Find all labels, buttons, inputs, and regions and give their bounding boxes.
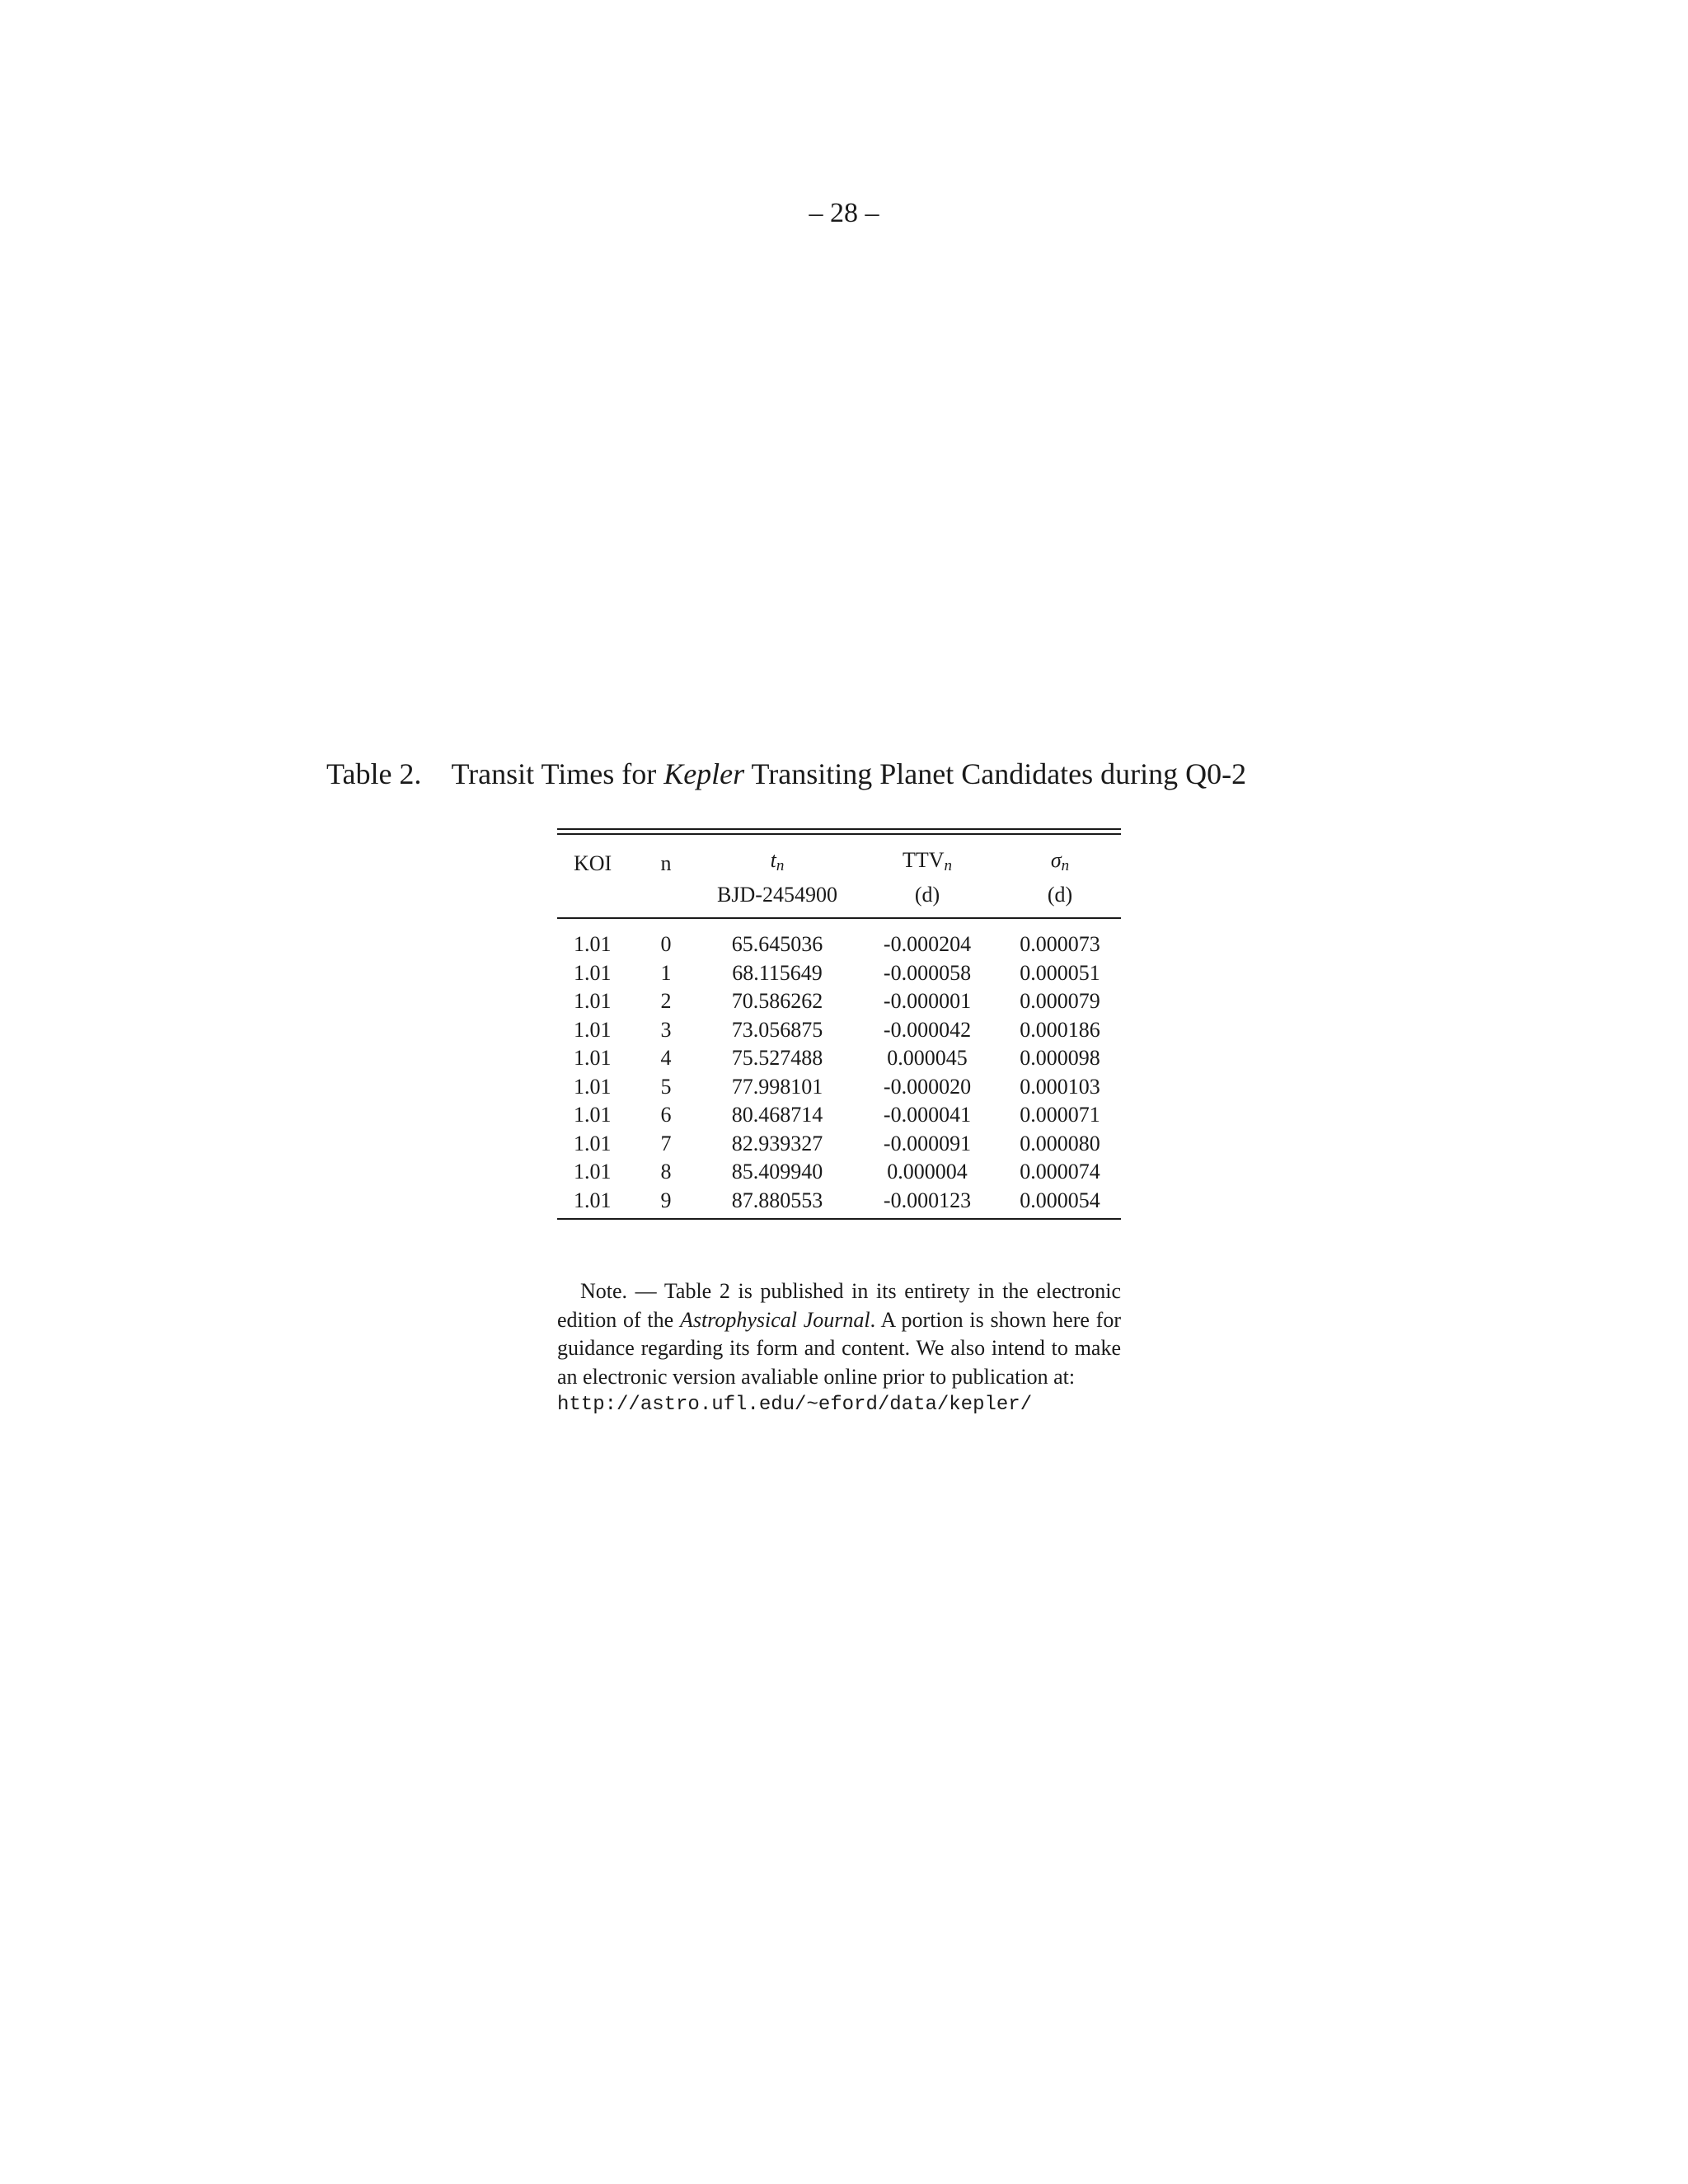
table-row — [557, 959, 1121, 988]
header-sigma-unit: (d) — [1047, 882, 1073, 907]
cell-tn: 75.527488 — [731, 1046, 823, 1070]
cell-ttv: -0.000020 — [883, 1074, 972, 1099]
header-units-row — [557, 881, 1121, 919]
transit-times-table — [557, 828, 1121, 1220]
table-label: Table 2. — [326, 757, 422, 790]
cell-sigma: 0.000071 — [1020, 1103, 1100, 1127]
table-row — [557, 1130, 1121, 1159]
cell-sigma: 0.000073 — [1020, 932, 1100, 956]
cell-koi: 1.01 — [574, 960, 612, 985]
cell-tn: 82.939327 — [731, 1131, 823, 1155]
note-text-end: . A portion is shown here for guidance regarding its form and content. We also intend to make an electronic version avaliable online prior to publication at: — [557, 1307, 1121, 1389]
table-row — [557, 918, 1121, 959]
note-url-link[interactable]: http://astro.ufl.edu/~eford/data/kepler/ — [557, 1394, 1033, 1416]
cell-n: 4 — [660, 1046, 672, 1070]
cell-ttv: -0.000042 — [883, 1017, 972, 1042]
cell-sigma: 0.000074 — [1020, 1160, 1100, 1183]
cell-sigma: 0.000079 — [1020, 989, 1100, 1013]
page-number: – 28 – — [809, 198, 879, 228]
table-row — [557, 1101, 1121, 1130]
cell-ttv: -0.000041 — [883, 1103, 972, 1127]
cell-tn: 77.998101 — [731, 1074, 823, 1099]
table-row — [557, 1073, 1121, 1102]
caption-title-end: Transiting Planet Candidates during Q0-2 — [744, 757, 1247, 790]
cell-tn: 85.409940 — [731, 1160, 823, 1183]
cell-sigma: 0.000080 — [1020, 1131, 1100, 1155]
cell-ttv: -0.000091 — [883, 1131, 972, 1155]
cell-tn: 87.880553 — [731, 1188, 823, 1212]
cell-tn: 68.115649 — [732, 960, 823, 985]
cell-n: 9 — [660, 1188, 672, 1212]
cell-n: 3 — [660, 1017, 672, 1042]
cell-tn: 70.586262 — [731, 989, 823, 1013]
caption-title-italic: Kepler — [663, 757, 745, 790]
cell-n: 0 — [660, 932, 672, 956]
note-journal: Astrophysical Journal — [679, 1307, 870, 1332]
cell-koi: 1.01 — [574, 1188, 612, 1212]
cell-ttv: -0.000058 — [883, 960, 972, 985]
cell-koi: 1.01 — [574, 1017, 612, 1042]
cell-ttv: -0.000204 — [883, 932, 972, 956]
cell-n: 6 — [660, 1103, 672, 1127]
table-note — [557, 1277, 1121, 1420]
header-row — [557, 835, 1121, 881]
cell-koi: 1.01 — [574, 1103, 612, 1127]
table-caption — [326, 757, 1246, 791]
table-row — [557, 1187, 1121, 1219]
cell-n: 5 — [660, 1074, 672, 1099]
cell-sigma: 0.000051 — [1020, 960, 1100, 985]
cell-sigma: 0.000098 — [1020, 1046, 1100, 1070]
header-n: n — [660, 851, 672, 875]
cell-n: 1 — [660, 960, 672, 985]
table-top-rule — [557, 828, 1121, 835]
caption-title-start: Transit Times for — [451, 757, 664, 790]
cell-sigma: 0.000103 — [1020, 1074, 1100, 1099]
table-row — [557, 987, 1121, 1016]
cell-tn: 73.056875 — [731, 1017, 823, 1042]
header-ttv-unit: (d) — [914, 882, 940, 907]
cell-n: 7 — [660, 1131, 672, 1155]
header-tn: $t_n$ — [770, 848, 785, 874]
note-label: Note. — [580, 1279, 628, 1303]
cell-n: 2 — [660, 989, 672, 1013]
cell-ttv: 0.000045 — [887, 1046, 968, 1070]
cell-ttv: -0.000123 — [883, 1188, 972, 1212]
cell-sigma: 0.000186 — [1020, 1017, 1100, 1042]
cell-ttv: 0.000004 — [887, 1160, 968, 1183]
header-koi: KOI — [574, 851, 612, 875]
table-row — [557, 1016, 1121, 1045]
header-sigma: $\sigma_n$ — [1050, 848, 1070, 874]
cell-koi: 1.01 — [574, 1131, 612, 1155]
cell-koi: 1.01 — [574, 1046, 612, 1070]
cell-tn: 65.645036 — [731, 932, 823, 956]
cell-koi: 1.01 — [574, 932, 612, 956]
table-body — [557, 918, 1121, 1218]
cell-n: 8 — [660, 1160, 672, 1183]
note-text-start: — Table 2 is published in its entirety in the electronic edition of the — [557, 1279, 1121, 1332]
cell-koi: 1.01 — [574, 989, 612, 1013]
cell-ttv: -0.000001 — [883, 989, 972, 1013]
header-ttv: $TTV_n$ — [902, 848, 953, 874]
cell-sigma: 0.000054 — [1020, 1188, 1100, 1212]
cell-koi: 1.01 — [574, 1074, 612, 1099]
table-row — [557, 1158, 1121, 1187]
cell-koi: 1.01 — [574, 1160, 612, 1183]
table-bottom-rule — [557, 1218, 1121, 1220]
table-row — [557, 1044, 1121, 1073]
cell-tn: 80.468714 — [731, 1103, 823, 1127]
header-tn-unit: BJD-2454900 — [717, 882, 837, 907]
